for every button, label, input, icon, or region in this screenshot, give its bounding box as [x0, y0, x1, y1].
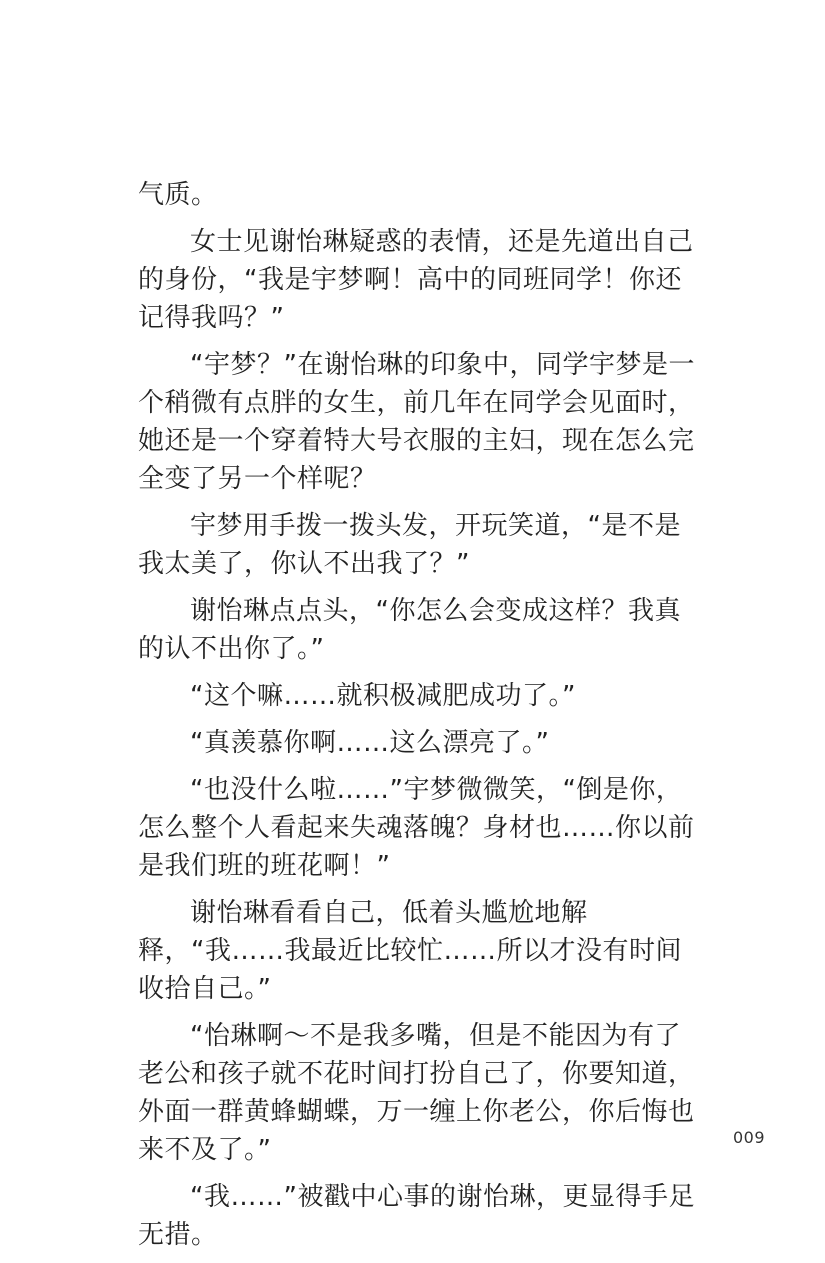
page-number: 009	[732, 1128, 765, 1147]
paragraph: 谢怡琳点点头，“你怎么会变成这样？我真的认不出你了。”	[138, 596, 681, 664]
paragraph: “这个嘛……就积极减肥成功了。”	[190, 681, 576, 711]
paragraph-continuation: 气质。	[138, 180, 218, 210]
paragraph: “也没什么啦……”宇梦微微笑，“倒是你，怎么整个人看起来失魂落魄？身材也……你以前是我们班的班花啊！”	[138, 775, 695, 881]
paragraph: 女士见谢怡琳疑惑的表情，还是先道出自己的身份，“我是宇梦啊！高中的同班同学！你还记得我吗？”	[138, 227, 694, 333]
paragraph: “怡琳啊～不是我多嘴，但是不能因为有了老公和孩子就不花时间打扮自己了，你要知道，外面一群黄蜂蝴蝶，万一缠上你老公，你后悔也来不及了。”	[138, 1021, 695, 1165]
paragraph: “我……”被戳中心事的谢怡琳，更显得手足无措。	[138, 1182, 695, 1250]
paragraph: “宇梦？”在谢怡琳的印象中，同学宇梦是一个稍微有点胖的女生，前几年在同学会见面时，她还是一个穿着特大号衣服的主妇，现在怎么完全变了另一个样呢？	[138, 350, 695, 494]
paragraph: 宇梦用手拨一拨头发，开玩笑道，“是不是我太美了，你认不出我了？”	[138, 511, 681, 579]
paragraph: “真羡慕你啊……这么漂亮了。”	[190, 728, 550, 758]
body-text	[138, 176, 698, 1263]
paragraph: 谢怡琳看看自己，低着头尴尬地解释，“我……我最近比较忙……所以才没有时间收拾自己。”	[138, 898, 682, 1004]
